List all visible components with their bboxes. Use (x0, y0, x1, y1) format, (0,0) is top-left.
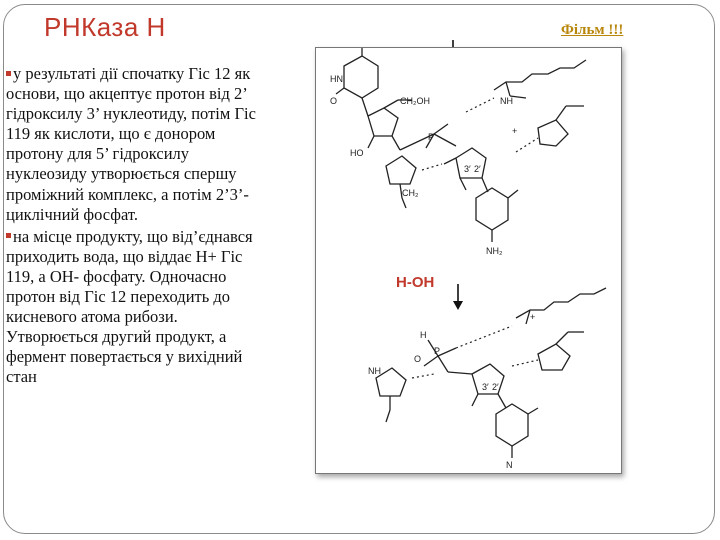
label-p: P (428, 132, 435, 142)
bullet-icon (6, 71, 11, 76)
label-num2: 2′ (474, 164, 481, 174)
label-nh: NH (500, 96, 513, 106)
body-text (6, 64, 256, 390)
label-o-bottom: O (414, 354, 422, 364)
paragraph-2-text: на місце продукту, що від’єднався приходить вода, що віддає Н+ Гіс 119, а ОН- фосфату. Одночасно протон від Гіс 12 переходить до кисневого атома рибози. Утворюється другий продукт, а фермент повертається у вихідний стан (6, 226, 253, 387)
label-o: O (330, 96, 338, 106)
label-ch2oh: CH₂OH (400, 96, 430, 106)
label-num3-bottom: 3′ (482, 382, 489, 392)
label-ho: HO (350, 148, 364, 158)
paragraph-1 (6, 64, 256, 225)
label-ch2: CH₂ (402, 188, 419, 198)
paragraph-1-text: у результаті дії спочатку Гіс 12 як основи, що акцептує протон від 2’ гідроксилу 3’ нуклеотиду, потім Гіс 119 як кислоти, що є донором протону для 5’ гідроксилу нуклеозиду утворюється спершу проміжний комплекс, а потім 2’3’-циклічний фосфат. (6, 64, 256, 224)
label-hn: HN (330, 74, 343, 84)
label-h: H (420, 330, 427, 340)
label-nh2: NH₂ (486, 246, 503, 256)
paragraph-2 (6, 227, 256, 388)
label-num2-bottom: 2′ (492, 382, 499, 392)
bullet-icon (6, 233, 11, 238)
label-p-bottom: P (434, 346, 441, 356)
slide-title: РНКаза Н (44, 12, 166, 42)
label-n-bottom: N (506, 460, 513, 470)
label-num3: 3′ (464, 164, 471, 174)
label-plus-bottom: + (530, 312, 536, 322)
label-nh-bottom: NH (368, 366, 381, 376)
film-link[interactable]: Фільм !!! (561, 22, 624, 38)
reaction-diagram (316, 48, 621, 473)
label-plus: + (512, 126, 518, 136)
water-label: Н-ОН (396, 274, 435, 291)
reaction-figure (315, 47, 622, 474)
